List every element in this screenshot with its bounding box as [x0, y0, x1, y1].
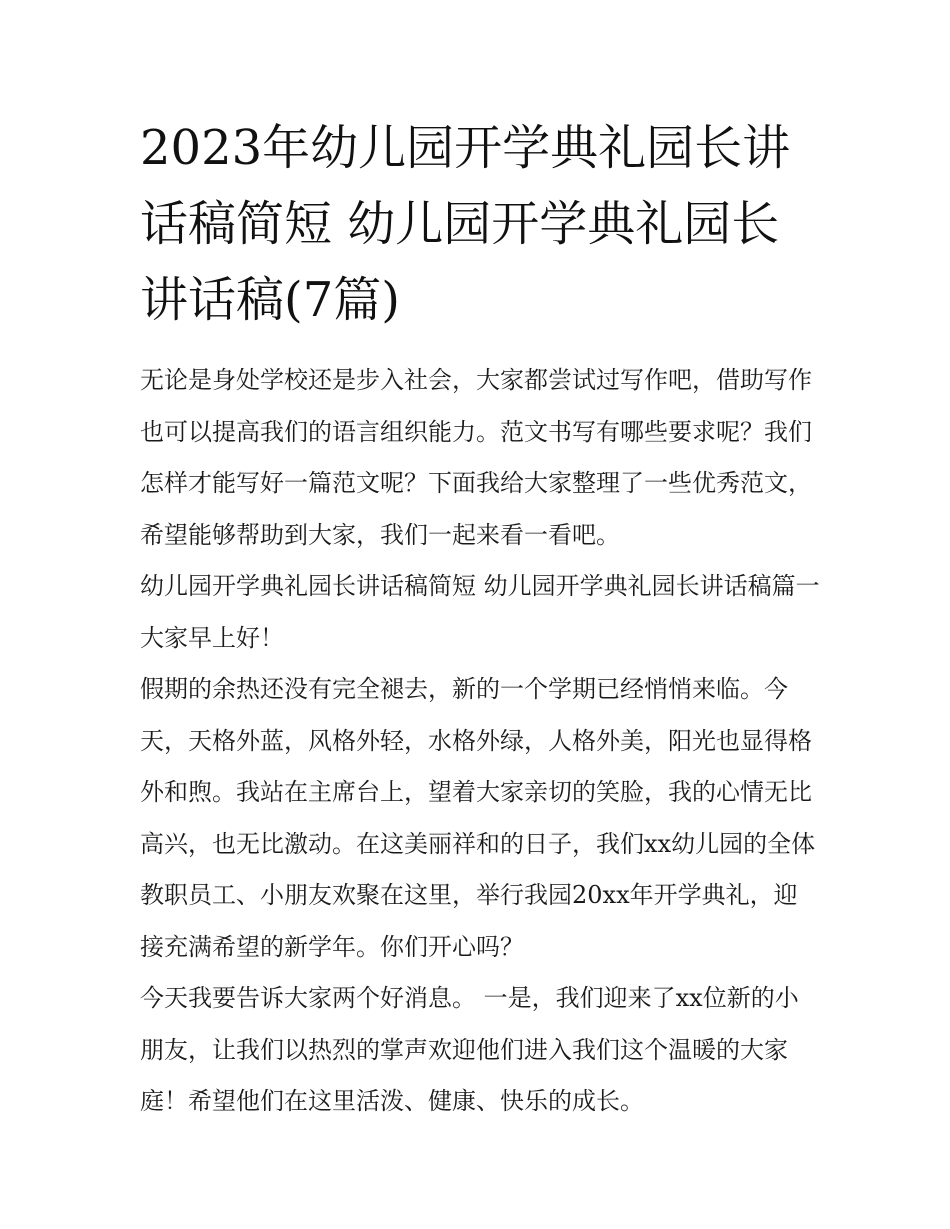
paragraph-news: 今天我要告诉大家两个好消息。 一是，我们迎来了xx位新的小朋友，让我们以热烈的掌声欢迎他们进入我们这个温暖的大家庭！希望他们在这里活泼、健康、快乐的成长。 [140, 984, 799, 1115]
document-body [140, 355, 820, 1128]
paragraph-opening: 假期的余热还没有完全褪去，新的一个学期已经悄悄来临。今天，天格外蓝，风格外轻，水格外绿，人格外美，阳光也显得格外和煦。我站在主席台上，望着大家亲切的笑脸，我的心情无比高兴，也无比激动。在这美丽祥和的日子，我们xx幼儿园的全体教职员工、小朋友欢聚在这里，举行我园20xx年开学典礼，迎接充满希望的新学年。你们开心吗？ [140, 675, 816, 961]
paragraph-heading: 幼儿园开学典礼园长讲话稿简短 幼儿园开学典礼园长讲话稿篇一 大家早上好！ [140, 572, 820, 652]
document-title: 2023年幼儿园开学典礼园长讲话稿简短 幼儿园开学典礼园长讲话稿(7篇) [140, 120, 791, 328]
paragraph-intro: 无论是身处学校还是步入社会，大家都尝试过写作吧，借助写作也可以提高我们的语言组织能力。范文书写有哪些要求呢？我们怎样才能写好一篇范文呢？下面我给大家整理了一些优秀范文，希望能够帮助到大家，我们一起来看一看吧。 [140, 366, 812, 549]
